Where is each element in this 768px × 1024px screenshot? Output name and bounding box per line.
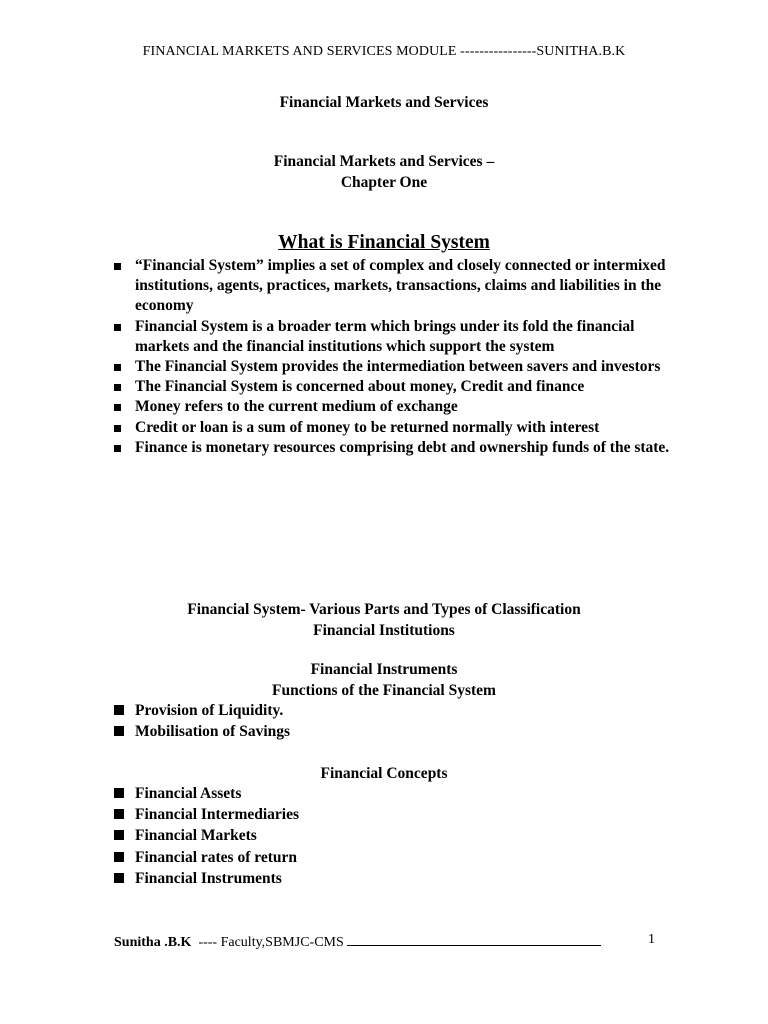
square-bullet-icon [114,364,121,371]
page-number: 1 [648,932,655,947]
square-bullet-icon [114,263,121,270]
footer-author: Sunitha .B.K [114,935,192,950]
list-item: Financial rates of return [114,847,674,868]
chapter-title [0,151,768,193]
square-bullet-icon [114,404,121,411]
square-bullet-icon [114,830,124,840]
functions-heading [0,659,768,701]
square-bullet-icon [114,788,124,798]
definition-list [114,256,674,458]
parts-heading-line2: Financial Institutions [313,622,455,639]
square-bullet-icon [114,705,124,715]
list-item: Mobilisation of Savings [114,721,674,742]
square-bullet-icon [114,324,121,331]
footer-rule [347,932,601,946]
square-bullet-icon [114,425,121,432]
list-item: Financial Intermediaries [114,804,674,825]
page-footer [114,932,654,951]
parts-heading [0,599,768,641]
list-item: Financial System is a broader term which brings under its fold the financial markets and the financial institutions which support the system [114,317,674,357]
list-item: The Financial System is concerned about money, Credit and finance [114,377,674,397]
square-bullet-icon [114,384,121,391]
page-header: FINANCIAL MARKETS AND SERVICES MODULE ----------------SUNITHA.B.K [142,44,626,59]
chapter-title-line2: Chapter One [340,174,428,191]
functions-list [114,700,674,742]
list-item: Financial Assets [114,783,674,804]
list-item: Financial Instruments [114,868,674,889]
list-item: “Financial System” implies a set of complex and closely connected or intermixed institutions, agents, practices, markets, transactions, claims and liabilities in the economy [114,256,674,317]
list-item: Finance is monetary resources comprising debt and ownership funds of the state. [114,438,674,458]
concepts-list [114,783,674,889]
list-item: Money refers to the current medium of exchange [114,397,674,417]
document-title: Financial Markets and Services [279,94,489,111]
list-item: Financial Markets [114,825,674,846]
list-item: Provision of Liquidity. [114,700,674,721]
functions-heading-line2: Functions of the Financial System [272,682,496,699]
list-item: The Financial System provides the intermediation between savers and investors [114,357,674,377]
square-bullet-icon [114,852,124,862]
chapter-title-line1: Financial Markets and Services – [273,153,495,170]
functions-heading-line1: Financial Instruments [310,661,458,678]
parts-heading-line1: Financial System- Various Parts and Types of Classification [187,601,581,618]
concepts-heading: Financial Concepts [320,765,448,782]
square-bullet-icon [114,726,124,736]
square-bullet-icon [114,809,124,819]
section-heading: What is Financial System [278,232,490,253]
list-item: Credit or loan is a sum of money to be returned normally with interest [114,418,674,438]
square-bullet-icon [114,445,121,452]
footer-role: ---- Faculty,SBMJC-CMS [198,935,344,950]
square-bullet-icon [114,873,124,883]
